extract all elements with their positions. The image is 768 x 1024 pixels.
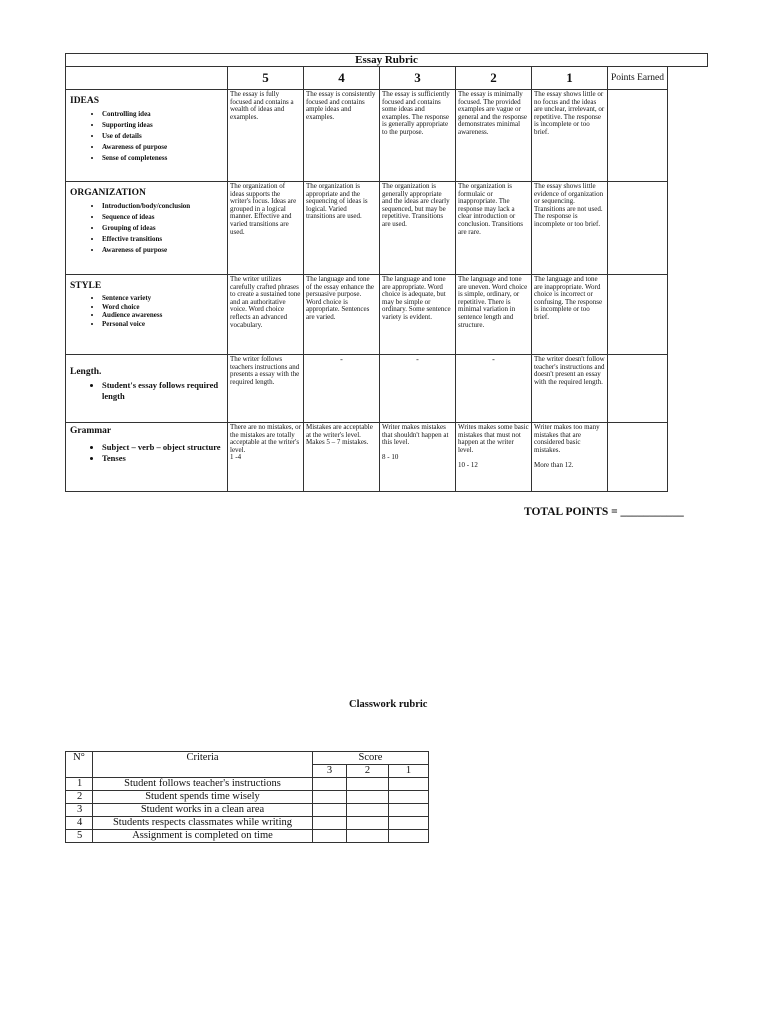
score-header-1: 1 xyxy=(532,67,608,90)
descriptor-text: Writer makes too many mistakes that are considered basic mistakes. xyxy=(534,423,600,454)
row-number: 4 xyxy=(66,817,93,830)
criterion-length xyxy=(66,355,228,423)
score-header-5: 5 xyxy=(228,67,304,90)
descriptor-cell xyxy=(228,423,304,492)
criterion-bullet: • Sentence variety xyxy=(102,294,224,303)
score-header-3: 3 xyxy=(380,67,456,90)
essay-rubric-title: Essay Rubric xyxy=(66,54,708,67)
criterion-bullet: • Sense of completeness xyxy=(102,153,224,164)
criterion-bullet: • Subject – verb – object structure xyxy=(102,442,224,453)
score-cell xyxy=(313,817,347,830)
criterion-bullet: • Use of details xyxy=(102,131,224,142)
row-number: 1 xyxy=(66,778,93,791)
row-number: 2 xyxy=(66,791,93,804)
criterion-bullet: • Grouping of ideas xyxy=(102,223,224,234)
criterion-bullet: • Introduction/body/conclusion xyxy=(102,201,224,212)
dash-placeholder: - xyxy=(340,355,343,364)
criterion-bullet: • Controlling idea xyxy=(102,109,224,120)
descriptor-cell: The essay is consistently focused and contains ample ideas and examples. xyxy=(304,90,380,182)
score-cell xyxy=(313,778,347,791)
score-column-3: 3 xyxy=(313,765,347,778)
table-row xyxy=(66,804,429,817)
descriptor-cell: The essay is minimally focused. The provided examples are vague or general and the response demonstrates minimal awareness. xyxy=(456,90,532,182)
criterion-bullet: • Supporting ideas xyxy=(102,120,224,131)
descriptor-cell: The writer follows teachers instructions and presents a essay with the required length. xyxy=(228,355,304,423)
descriptor-cell: The language and tone are inappropriate. Word choice is incorrect or confusing. The response is incomplete or too brief. xyxy=(532,275,608,355)
criterion-ideas xyxy=(66,90,228,182)
points-earned-header: Points Earned xyxy=(608,67,668,90)
descriptor-cell: The essay shows little or no focus and the ideas are unclear, irrelevant, or repetitive. The response is incomplete or too brief. xyxy=(532,90,608,182)
criteria-cell: Students respects classmates while writing xyxy=(93,817,313,830)
criterion-style xyxy=(66,275,228,355)
criterion-bullet: • Tenses xyxy=(102,453,224,464)
mistake-range: 10 - 12 xyxy=(458,460,478,469)
table-row xyxy=(66,791,429,804)
criterion-name: Grammar xyxy=(70,426,112,436)
score-cell xyxy=(347,778,389,791)
descriptor-cell xyxy=(456,355,532,423)
descriptor-text: There are no mistakes, or the mistakes are totally acceptable at the writer's level. xyxy=(230,423,301,454)
descriptor-cell: The organization is generally appropriate and the ideas are clearly sequenced, but may be repetitive. Transitions are used. xyxy=(380,182,456,275)
points-earned-cell xyxy=(608,90,668,182)
descriptor-cell: The language and tone are appropriate. Word choice is adequate, but may be simple or ordinary. Some sentence variety is evident. xyxy=(380,275,456,355)
descriptor-cell: The organization is appropriate and the sequencing of ideas is logical. Varied transitions are used. xyxy=(304,182,380,275)
score-cell xyxy=(347,830,389,843)
number-header: N° xyxy=(66,752,93,778)
table-row xyxy=(66,778,429,791)
score-cell xyxy=(389,830,429,843)
descriptor-cell xyxy=(304,355,380,423)
score-column-2: 2 xyxy=(347,765,389,778)
score-cell xyxy=(313,791,347,804)
score-cell xyxy=(347,817,389,830)
descriptor-cell xyxy=(456,423,532,492)
descriptor-cell: Mistakes are acceptable at the writer's level. Makes 5 – 7 mistakes. xyxy=(304,423,380,492)
score-cell xyxy=(347,804,389,817)
score-cell xyxy=(389,791,429,804)
essay-rubric-table xyxy=(65,53,708,492)
descriptor-cell: The language and tone of the essay enhance the persuasive purpose. Word choice is appropriate. Sentences are varied. xyxy=(304,275,380,355)
row-number: 5 xyxy=(66,830,93,843)
criteria-cell: Student works in a clean area xyxy=(93,804,313,817)
points-earned-cell xyxy=(608,275,668,355)
descriptor-cell xyxy=(532,423,608,492)
row-number: 3 xyxy=(66,804,93,817)
classwork-rubric-table xyxy=(65,751,429,843)
points-earned-cell xyxy=(608,182,668,275)
criteria-cell: Student follows teacher's instructions xyxy=(93,778,313,791)
classwork-rubric-title: Classwork rubric xyxy=(349,699,428,710)
descriptor-text: Writer makes mistakes that shouldn't happen at this level. xyxy=(382,423,449,447)
descriptor-cell: The writer utilizes carefully crafted phrases to create a sustained tone and an authoritative voice. Word choice reflects an advanced vocabulary. xyxy=(228,275,304,355)
descriptor-cell: The essay is sufficiently focused and contains some ideas and examples. The response is generally appropriate to the purpose. xyxy=(380,90,456,182)
score-cell xyxy=(313,830,347,843)
blank-header-cell xyxy=(668,67,708,90)
criteria-cell: Assignment is completed on time xyxy=(93,830,313,843)
descriptor-cell: The essay shows little evidence of organization or sequencing. Transitions are not used. The response is incomplete or too brief. xyxy=(532,182,608,275)
criterion-name: Length. xyxy=(70,367,102,377)
score-cell xyxy=(313,804,347,817)
score-header: Score xyxy=(313,752,429,765)
descriptor-cell: The essay is fully focused and contains a wealth of ideas and examples. xyxy=(228,90,304,182)
criterion-bullet: • Awareness of purpose xyxy=(102,245,224,256)
table-row xyxy=(66,830,429,843)
descriptor-cell xyxy=(380,423,456,492)
score-header-4: 4 xyxy=(304,67,380,90)
criterion-name: STYLE xyxy=(70,281,102,291)
score-column-1: 1 xyxy=(389,765,429,778)
criterion-grammar xyxy=(66,423,228,492)
descriptor-cell xyxy=(380,355,456,423)
descriptor-cell: The organization of ideas supports the writer's focus. Ideas are grouped in a logical manner. Effective and varied transitions are used. xyxy=(228,182,304,275)
dash-placeholder: - xyxy=(416,355,419,364)
descriptor-cell: The organization is formulaic or inappropriate. The response may lack a clear introduction or conclusion. Transitions are rare. xyxy=(456,182,532,275)
descriptor-text: Writes makes some basic mistakes that must not happen at the writer level. xyxy=(458,423,529,454)
total-points-line: TOTAL POINTS = ___________ xyxy=(524,506,684,518)
score-cell xyxy=(347,791,389,804)
dash-placeholder: - xyxy=(492,355,495,364)
criteria-header: Criteria xyxy=(93,752,313,778)
points-earned-cell xyxy=(608,423,668,492)
score-cell xyxy=(389,804,429,817)
criteria-header-cell xyxy=(66,67,228,90)
points-earned-cell xyxy=(608,355,668,423)
criterion-bullet: • Audience awareness xyxy=(102,311,224,320)
criterion-organization xyxy=(66,182,228,275)
score-header-2: 2 xyxy=(456,67,532,90)
criterion-bullet: • Word choice xyxy=(102,303,224,312)
table-row xyxy=(66,817,429,830)
criterion-bullet: • Personal voice xyxy=(102,320,224,329)
descriptor-cell: The language and tone are uneven. Word choice is simple, ordinary, or repetitive. There is minimal variation in sentence length and structure. xyxy=(456,275,532,355)
criterion-bullet: • Sequence of ideas xyxy=(102,212,224,223)
criterion-bullet: • Awareness of purpose xyxy=(102,142,224,153)
mistake-range: More than 12. xyxy=(534,460,574,469)
mistake-range: 8 - 10 xyxy=(382,453,399,462)
score-cell xyxy=(389,817,429,830)
descriptor-cell: The writer doesn't follow teacher's instructions and doesn't present an essay with the required length. xyxy=(532,355,608,423)
criterion-name: IDEAS xyxy=(70,96,100,106)
criteria-cell: Student spends time wisely xyxy=(93,791,313,804)
mistake-range: 1 -4 xyxy=(230,453,242,462)
criterion-name: ORGANIZATION xyxy=(70,188,146,198)
criterion-bullet: • Effective transitions xyxy=(102,234,224,245)
criterion-bullet: • Student's essay follows required length xyxy=(102,380,224,402)
score-cell xyxy=(389,778,429,791)
